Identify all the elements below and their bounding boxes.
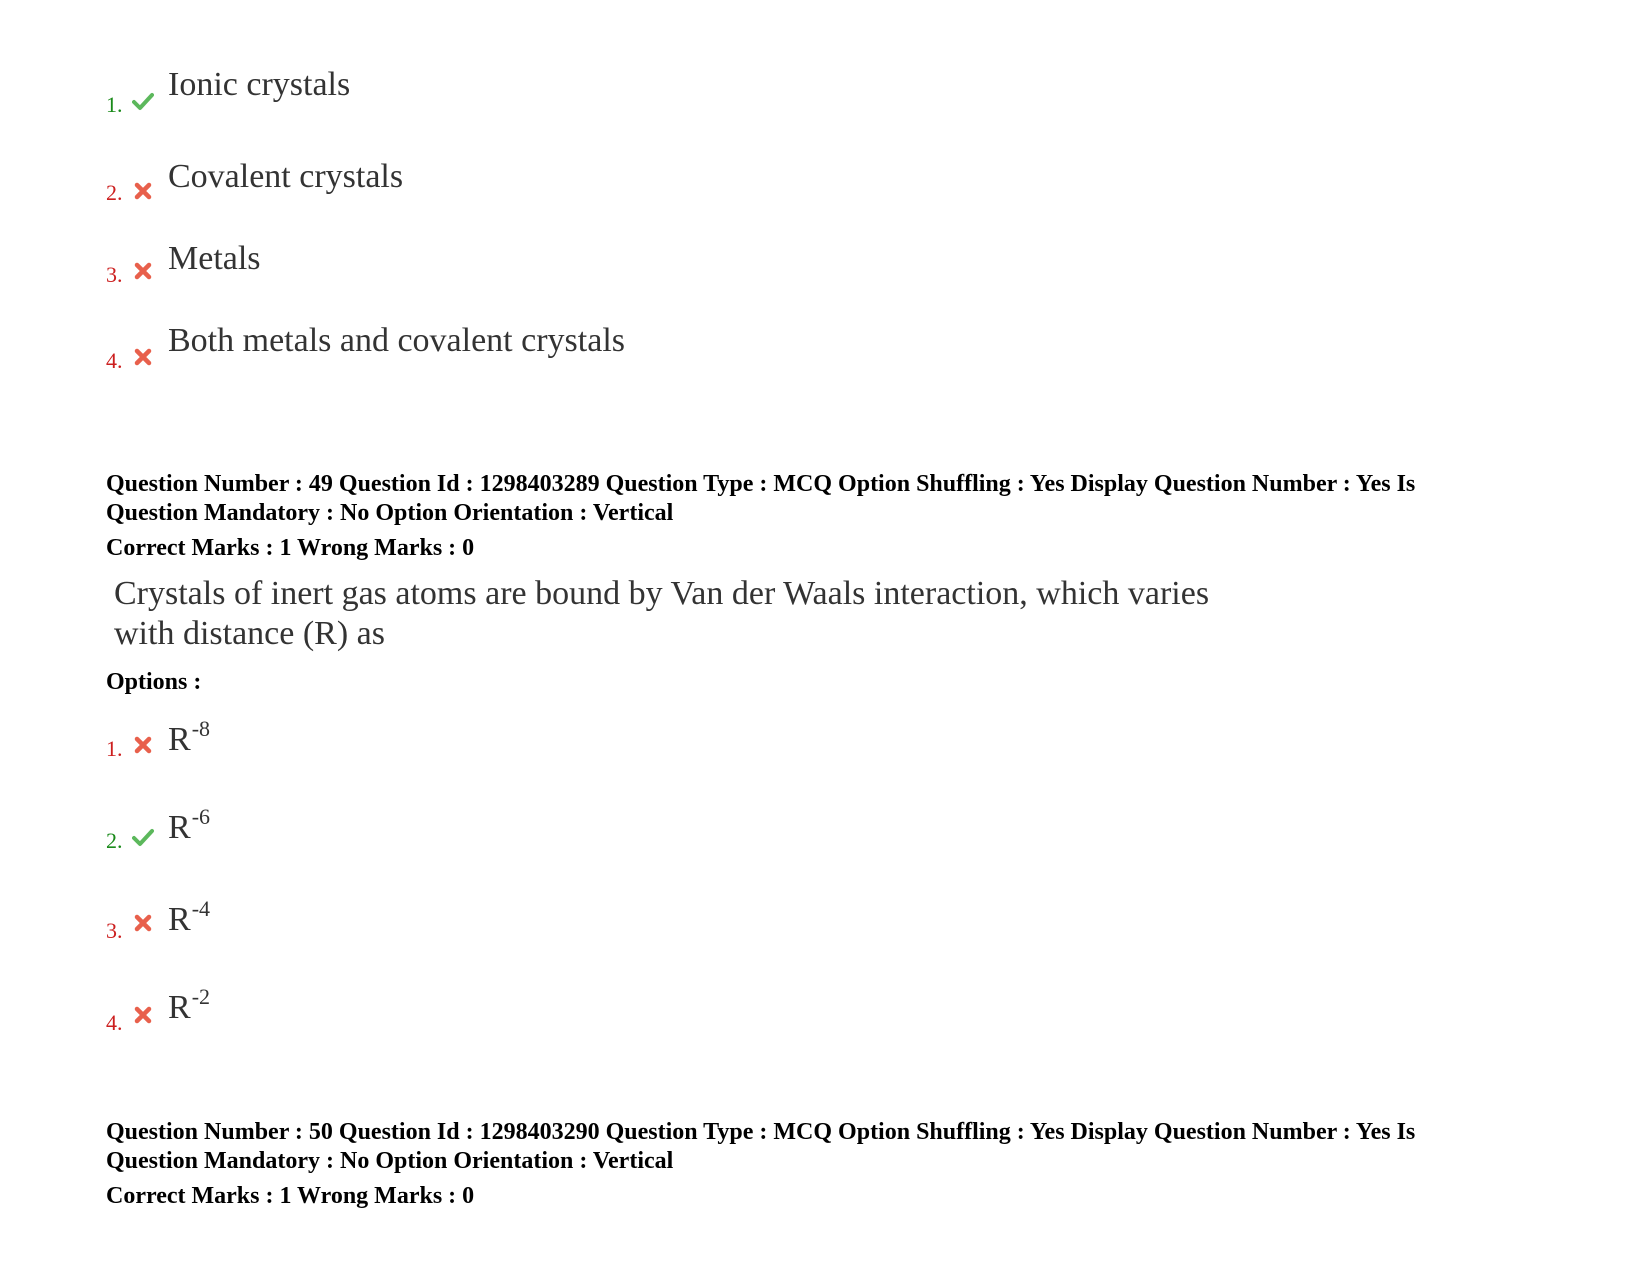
option-text: Ionic crystals (168, 66, 351, 103)
option-exponent: -2 (191, 984, 211, 1009)
option-text (168, 716, 210, 759)
q49-question-line-2: with distance (R) as (114, 615, 385, 652)
cross-icon (132, 346, 154, 368)
cross-icon (132, 912, 154, 934)
q49-question-line-1: Crystals of inert gas atoms are bound by Van der Waals interaction, which varies (114, 575, 1210, 612)
option-text: Covalent crystals (168, 158, 404, 195)
option-base: R (168, 721, 191, 758)
option-number: 2. (106, 828, 123, 853)
option-exponent: -4 (191, 896, 211, 921)
option-exponent: -6 (191, 804, 211, 829)
option-base: R (168, 809, 191, 846)
option-text: Metals (168, 240, 261, 277)
cross-icon (132, 734, 154, 756)
q49-options-label: Options : (106, 669, 202, 695)
q50-metadata (106, 1118, 1546, 1176)
option-number: 2. (106, 180, 123, 205)
option-exponent: -8 (191, 716, 211, 741)
q50-meta-line-2: Question Mandatory : No Option Orientation : Vertical (106, 1148, 674, 1174)
q49-meta-line-2: Question Mandatory : No Option Orientation : Vertical (106, 500, 674, 526)
option-text (168, 984, 210, 1027)
option-text: Both metals and covalent crystals (168, 322, 625, 359)
option-number: 4. (106, 348, 123, 373)
q50-marks: Correct Marks : 1 Wrong Marks : 0 (106, 1183, 475, 1209)
option-number: 3. (106, 262, 123, 287)
q49-question-text (114, 574, 1264, 654)
check-icon (132, 826, 154, 848)
option-number: 4. (106, 1010, 123, 1035)
q49-meta-line-1: Question Number : 49 Question Id : 1298403289 Question Type : MCQ Option Shuffling : Yes Display Question Number : Yes Is (106, 471, 1416, 497)
option-base: R (168, 901, 191, 938)
option-base: R (168, 989, 191, 1026)
option-number: 3. (106, 918, 123, 943)
q49-metadata (106, 470, 1546, 528)
cross-icon (132, 1004, 154, 1026)
option-text (168, 804, 210, 847)
q49-marks: Correct Marks : 1 Wrong Marks : 0 (106, 535, 475, 561)
q50-meta-line-1: Question Number : 50 Question Id : 1298403290 Question Type : MCQ Option Shuffling : Yes Display Question Number : Yes Is (106, 1119, 1416, 1145)
cross-icon (132, 260, 154, 282)
cross-icon (132, 180, 154, 202)
option-number: 1. (106, 736, 123, 761)
check-icon (132, 90, 154, 112)
option-number: 1. (106, 92, 123, 117)
option-text (168, 896, 210, 939)
